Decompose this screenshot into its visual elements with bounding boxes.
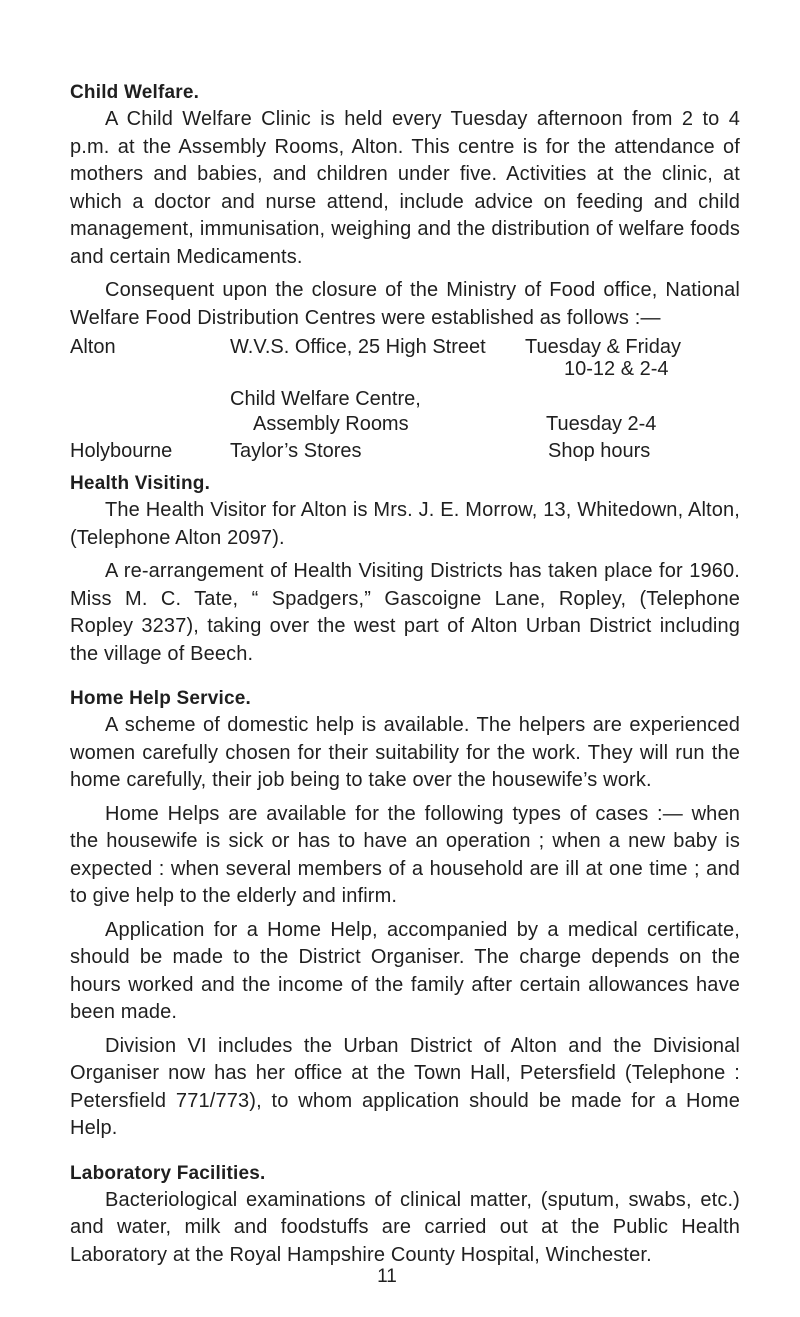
heading-health-visiting: Health Visiting. <box>70 473 211 494</box>
centre-place: Holybourne <box>70 440 173 462</box>
heading-child-welfare: Child Welfare. <box>70 82 200 103</box>
section-child-welfare <box>70 80 740 462</box>
paragraph: Home Helps are available for the following types of cases :— when the housewife is sick or has to have an operation ; when a new baby is expected : when several members of a household are ill at one time ; and to give help to the elderly and infirm. <box>70 802 740 907</box>
section-home-help <box>70 686 740 1143</box>
paragraph: Division VI includes the Urban District of Alton and the Divisional Organiser now has her office at the Town Hall, Petersfield (Telephone : Petersfield 771/773), to whom application should be made for a Home Help. <box>70 1034 740 1139</box>
paragraph: A scheme of domestic help is available. The helpers are experienced women carefully chosen for their suitability for the work. They will run the home carefully, their job being to take over the housewife’s work. <box>70 714 740 791</box>
paragraph: Bacteriological examinations of clinical matter, (sputum, swabs, etc.) and water, milk and foodstuffs are carried out at the Public Health Laboratory at the Royal Hampshire County Hospital, Winchester. <box>70 1188 740 1266</box>
heading-home-help: Home Help Service. <box>70 688 252 709</box>
section-health-visiting <box>70 471 740 668</box>
centre-times: Shop hours <box>548 440 651 462</box>
centre-place: Alton <box>70 336 116 358</box>
centre-times: Tuesday & Friday <box>525 336 681 358</box>
section-laboratory <box>70 1161 740 1270</box>
page-number: 11 <box>377 1266 397 1287</box>
paragraph: Application for a Home Help, accompanied by a medical certificate, should be made to the District Organiser. The charge depends on the hours worked and the income of the family after certain allowances have been made. <box>70 918 740 1023</box>
paragraph: The Health Visitor for Alton is Mrs. J. E. Morrow, 13, Whitedown, Alton, (Telephone Alton 2097). <box>70 499 740 549</box>
centre-address: Child Welfare Centre, <box>230 388 421 410</box>
paragraph: A re-arrangement of Health Visiting Districts has taken place for 1960. Miss M. C. Tate, “ Spadgers,” Gascoigne Lane, Ropley, (Telephone Ropley 3237), taking over the west part of Alton Urban District including the village of Beech. <box>70 560 740 665</box>
centre-address: W.V.S. Office, 25 High Street <box>230 336 486 358</box>
centre-times: Tuesday 2-4 <box>546 413 657 435</box>
centre-address: Taylor’s Stores <box>230 440 362 462</box>
heading-laboratory: Laboratory Facilities. <box>70 1162 266 1184</box>
document-page <box>70 80 740 1269</box>
distribution-centres-table <box>70 334 740 462</box>
paragraph: A Child Welfare Clinic is held every Tuesday afternoon from 2 to 4 p.m. at the Assembly Rooms, Alton. This centre is for the attendance of mothers and babies, and children under five. Activities at the clinic, at which a doctor and nurse attend, include advice on feeding and child management, immunisation, weighing and the distribution of welfare foods and certain Medicaments. <box>70 108 740 268</box>
centre-address: Assembly Rooms <box>253 413 409 435</box>
centre-times: 10-12 & 2-4 <box>564 358 669 380</box>
paragraph: Consequent upon the closure of the Ministry of Food office, National Welfare Food Distribution Centres were established as follows :— <box>70 279 740 329</box>
